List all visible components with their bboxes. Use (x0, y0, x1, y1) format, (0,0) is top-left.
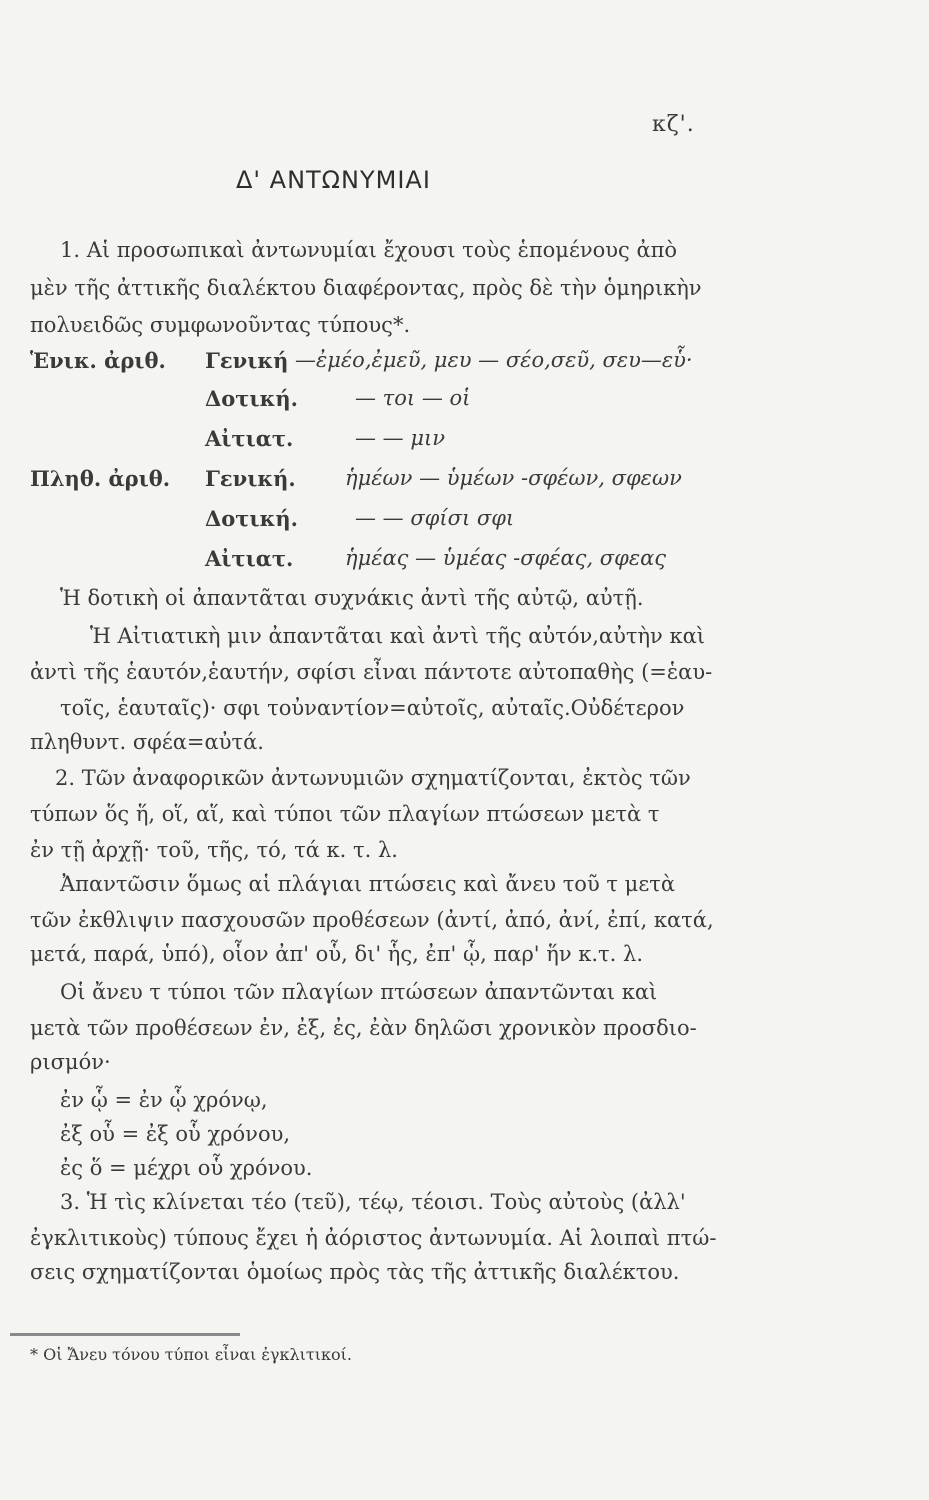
accusative-line: Ἡ Αἰτιατικὴ μιν ἀπαντᾶται καὶ ἀντὶ τῆς αὐτόν,αὐτὴν καὶ (90, 624, 706, 648)
section-heading: Δ' ΑΝΤΩΝΥΜΙΑΙ (236, 166, 431, 194)
plural-label: Πληθ. ἀριθ. (30, 466, 171, 491)
para3-line: ἐγκλιτικοὺς) τύπους ἔχει ἡ ἀόριστος ἀντωνυμία. Αἱ λοιπαὶ πτώ- (30, 1226, 717, 1250)
para2-line: ἐν τῇ ἀρχῇ· τοῦ, τῆς, τό, τά κ. τ. λ. (30, 838, 398, 862)
table-case: Γενική. (205, 466, 296, 491)
table-case: Αἰτιατ. (205, 426, 294, 451)
table-forms: ἡμέας — ὑμέας -σφέας, σφεας (345, 546, 667, 570)
para2-line: Ἀπαντῶσιν ὅμως αἱ πλάγιαι πτώσεις καὶ ἄνευ τοῦ τ μετὰ (60, 872, 676, 896)
page-number: κζ'. (652, 112, 695, 137)
table-forms: ἡμέων — ὑμέων -σφέων, σφεων (345, 466, 682, 490)
footnote: * Οἱ Ἄνευ τόνου τύποι εἶναι ἐγκλιτικοί. (30, 1345, 353, 1364)
table-case: Αἰτιατ. (205, 546, 294, 571)
example-line: ἐν ᾧ = ἐν ᾧ χρόνῳ, (60, 1088, 268, 1112)
para2-line: ρισμόν· (30, 1050, 111, 1074)
accusative-line: τοῖς, ἑαυταῖς)· σφι τοὐναντίον=αὐτοῖς, αὐταῖς.Οὐδέτερον (60, 696, 685, 720)
para1-line: πολυειδῶς συμφωνοῦντας τύπους*. (30, 313, 411, 337)
table-case: Δοτική. (205, 386, 298, 411)
para2-line: μετὰ τῶν προθέσεων ἐν, ἐξ, ἐς, ἐὰν δηλῶσι χρονικὸν προσδιο- (30, 1016, 697, 1040)
table-case: Γενική (205, 348, 289, 373)
accusative-line: πληθυντ. σφέα=αὐτά. (30, 730, 264, 754)
para1-line: 1. Αἱ προσωπικαὶ ἀντωνυμίαι ἔχουσι τοὺς ἑπομένους ἀπὸ (60, 238, 678, 262)
example-line: ἐξ οὗ = ἐξ οὗ χρόνου, (60, 1122, 291, 1146)
para2-line: 2. Τῶν ἀναφορικῶν ἀντωνυμιῶν σχηματίζονται, ἐκτὸς τῶν (55, 766, 691, 790)
footnote-rule (10, 1333, 240, 1336)
para3-line: 3. Ἡ τὶς κλίνεται τέο (τεῦ), τέῳ, τέοισι. Τοὺς αὐτοὺς (ἀλλ' (60, 1190, 686, 1214)
example-line: ἐς ὅ = μέχρι οὗ χρόνου. (60, 1156, 313, 1180)
para2-line: τύπων ὅς ἥ, οἵ, αἵ, καὶ τύποι τῶν πλαγίων πτώσεων μετὰ τ (30, 802, 660, 826)
accusative-line: ἀντὶ τῆς ἑαυτόν,ἑαυτήν, σφίσι εἶναι πάντοτε αὐτοπαθὴς (=ἑαυ- (30, 660, 713, 684)
table-forms: —ἐμέο,ἐμεῦ, μευ — σέο,σεῦ, σευ—εὗ· (295, 348, 693, 372)
table-forms: — τοι — οἱ (355, 386, 471, 410)
para3-line: σεις σχηματίζονται ὁμοίως πρὸς τὰς τῆς ἀττικῆς διαλέκτου. (30, 1260, 680, 1284)
table-forms: — — μιν (355, 426, 445, 450)
table-forms: — — σφίσι σφι (355, 506, 515, 530)
para2-line: τῶν ἐκθλιψιν πασχουσῶν προθέσεων (ἀντί, ἀπό, ἀνί, ἐπί, κατά, (30, 908, 714, 932)
para1-line: μὲν τῆς ἀττικῆς διαλέκτου διαφέροντας, πρὸς δὲ τὴν ὁμηρικὴν (30, 276, 702, 300)
para2-line: μετά, παρά, ὑπό), οἷον ἀπ' οὗ, δι' ἧς, ἐπ' ᾧ, παρ' ἥν κ.τ. λ. (30, 942, 644, 966)
singular-label: Ἑνικ. ἀριθ. (30, 348, 166, 373)
para2-line: Οἱ ἄνευ τ τύποι τῶν πλαγίων πτώσεων ἀπαντῶνται καὶ (60, 980, 658, 1004)
table-case: Δοτική. (205, 506, 298, 531)
dative-note: Ἡ δοτικὴ οἱ ἀπαντᾶται συχνάκις ἀντὶ τῆς αὐτῷ, αὐτῇ. (60, 586, 644, 610)
